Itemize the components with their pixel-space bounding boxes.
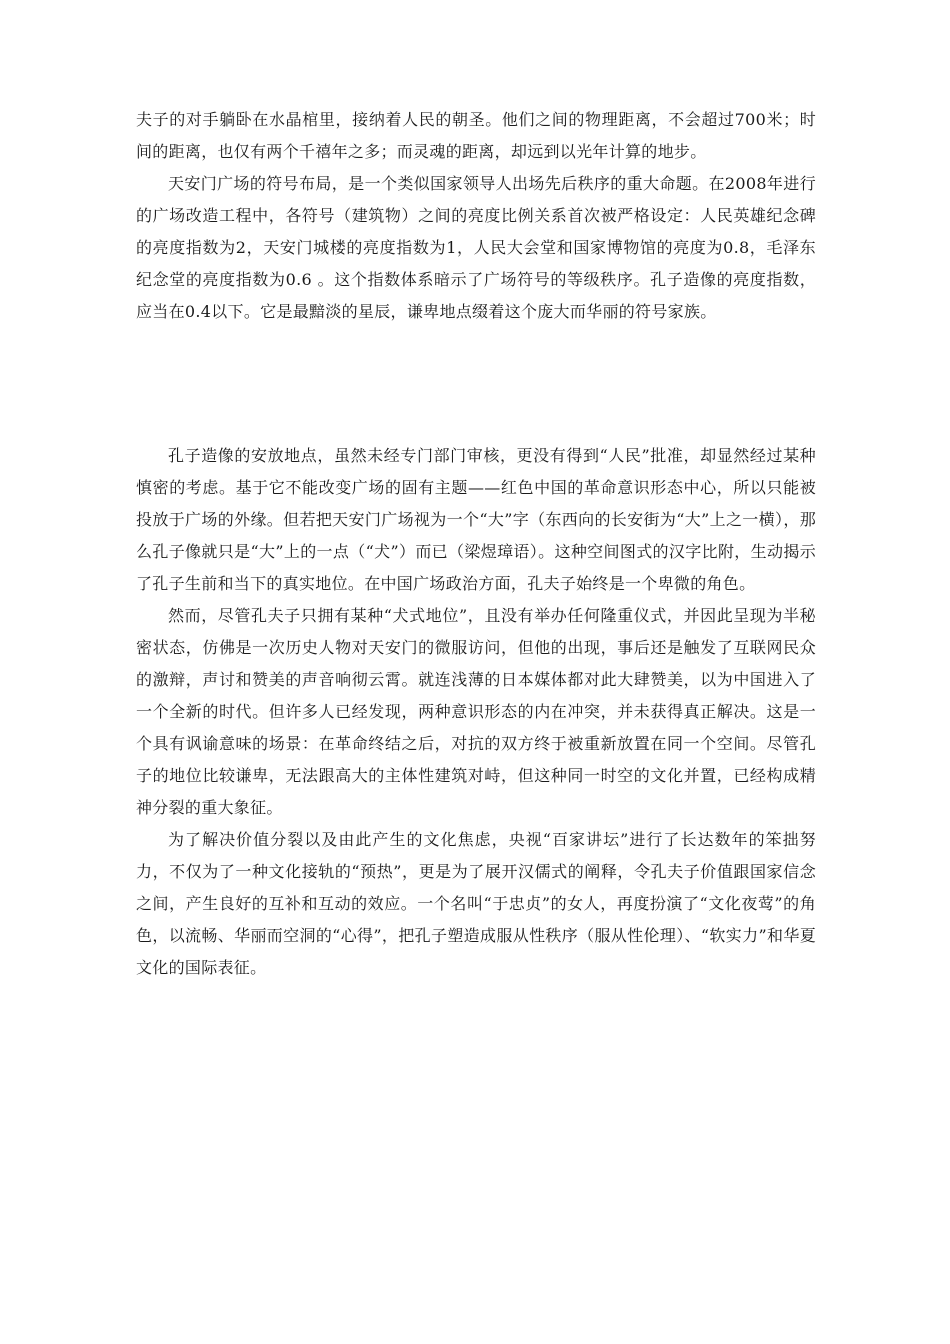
paragraph-lecture-room: 为了解决价值分裂以及由此产生的文化焦虑，央视“百家讲坛”进行了长达数年的笨拙努力，不仅为了一种文化接轨的“预热”，更是为了展开汉儒式的阐释，令孔夫子价值跟国家信念之间，产生良好的互补和互动的效应。一个名叫“于忠贞”的女人，再度扮演了“文化夜莺”的角色，以流畅、华丽而空洞的“心得”，把孔子塑造成服从性秩序（服从性伦理）、“软实力”和华夏文化的国际表征。 — [136, 830, 816, 977]
paragraph-statue-location: 孔子造像的安放地点，虽然未经专门部门审核，更没有得到“人民”批准，却显然经过某种慎密的考虑。基于它不能改变广场的固有主题——红色中国的革命意识形态中心，所以只能被投放于广场的外缘。但若把天安门广场视为一个“大”字（东西向的长安街为“大”上之一横），那么孔子像就只是“大”上的一点（“犬”）而已（梁煜璋语）。这种空间图式的汉字比附，生动揭示了孔子生前和当下的真实地位。在中国广场政治方面，孔夫子始终是一个卑微的角色。 — [136, 446, 816, 593]
paragraph-status-debate: 然而，尽管孔夫子只拥有某种“犬式地位”，且没有举办任何隆重仪式，并因此呈现为半秘密状态，仿佛是一次历史人物对天安门的微服访问，但他的出现，事后还是触发了互联网民众的激辩，声讨和赞美的声音响彻云霄。就连浅薄的日本媒体都对此大肆赞美，以为中国进入了一个全新的时代。但许多人已经发现，两种意识形态的内在冲突，并未获得真正解决。这是一个具有讽谕意味的场景：在革命终结之后，对抗的双方终于被重新放置在同一个空间。尽管孔子的地位比较谦卑，无法跟高大的主体性建筑对峙，但这种同一时空的文化并置，已经构成精神分裂的重大象征。 — [136, 606, 816, 817]
text-section-top — [136, 104, 816, 328]
paragraph-continuation: 夫子的对手躺卧在水晶棺里，接纳着人民的朝圣。他们之间的物理距离，不会超过700米；时间的距离，也仅有两个千禧年之多；而灵魂的距离，却远到以光年计算的地步。 — [136, 110, 816, 161]
paragraph-brightness-index: 天安门广场的符号布局，是一个类似国家领导人出场先后秩序的重大命题。在2008年进行的广场改造工程中，各符号（建筑物）之间的亮度比例关系首次被严格设定：人民英雄纪念碑的亮度指数为2，天安门城楼的亮度指数为1，人民大会堂和国家博物馆的亮度为0.8，毛泽东纪念堂的亮度指数为0.6 。这个指数体系暗示了广场符号的等级秩序。孔子造像的亮度指数，应当在0.4以下。它是最黯淡的星辰，谦卑地点缀着这个庞大而华丽的符号家族。 — [136, 174, 816, 321]
text-section-bottom — [136, 440, 816, 984]
